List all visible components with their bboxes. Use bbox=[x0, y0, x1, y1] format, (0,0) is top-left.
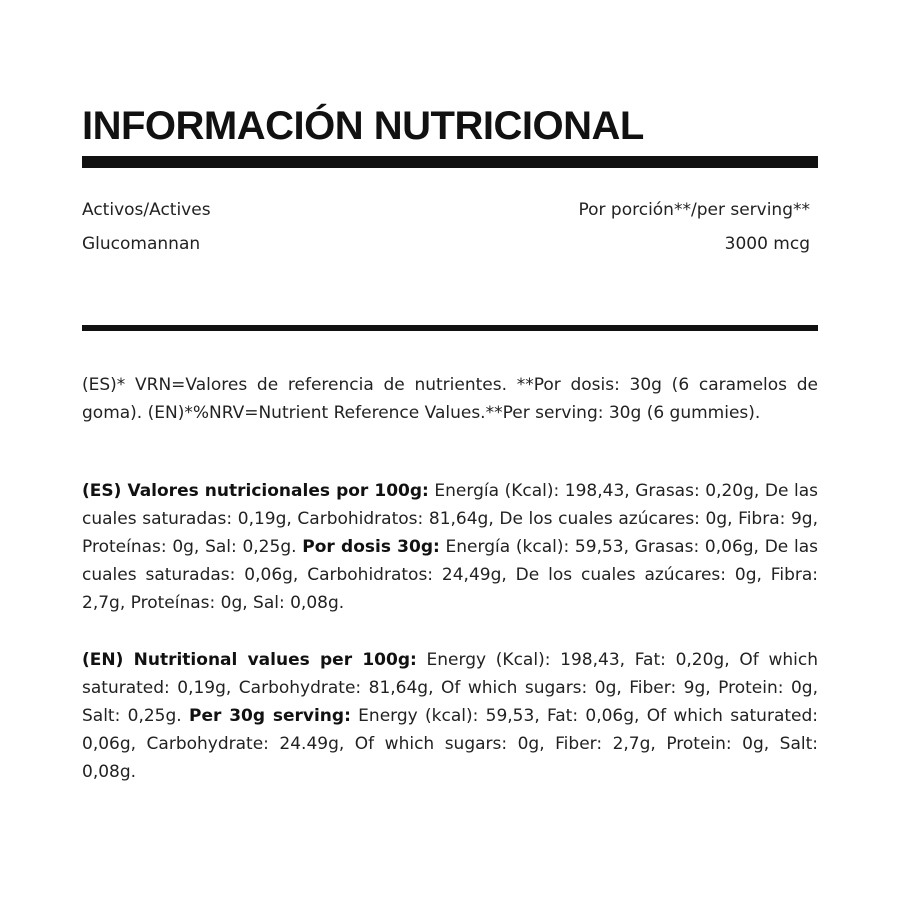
per-serving-header: Por porción**/per serving** bbox=[578, 200, 810, 220]
es-per-serving-values: Energía (kcal): 59,53, Grasas: 0,06g, De las cuales saturadas: 0,06g, Carbohidratos: 24,49g, De los cuales azúcares: 0g, Fibra: 2,7g, Proteínas: 0g, Sal: 0,08g. bbox=[82, 537, 818, 613]
table-divider bbox=[82, 325, 818, 331]
footnote-text: (ES)* VRN=Valores de referencia de nutrientes. **Por dosis: 30g (6 caramelos de goma). (EN)*%NRV=Nutrient Reference Values.**Per serving: 30g (6 gummies). bbox=[82, 375, 818, 423]
en-per-serving-values: Energy (kcal): 59,53, Fat: 0,06g, Of which saturated: 0,06g, Carbohydrate: 24.49g, Of which sugars: 0g, Fiber: 2,7g, Protein: 0g, Salt: 0,08g. bbox=[82, 706, 819, 782]
table-row bbox=[82, 234, 818, 254]
es-per-100g-values: Energía (Kcal): 198,43, Grasas: 0,20g, De las cuales saturadas: 0,19g, Carbohidratos: 81,64g, De los cuales azúcares: 0g, Fibra: 9g, Proteínas: 0g, Sal: 0,25g. bbox=[82, 481, 818, 557]
title-divider bbox=[82, 156, 818, 168]
es-per-serving-label: Por dosis 30g: bbox=[302, 537, 440, 557]
es-per-100g-label: (ES) Valores nutricionales por 100g: bbox=[82, 481, 429, 501]
actives-header: Activos/Actives bbox=[82, 200, 211, 220]
en-per-100g-values: Energy (Kcal): 198,43, Fat: 0,20g, Of which saturated: 0,19g, Carbohydrate: 81,64g, Of which sugars: 0g, Fiber: 9g, Protein: 0g, Salt: 0,25g. bbox=[82, 650, 819, 726]
page-title: INFORMACIÓN NUTRICIONAL bbox=[82, 104, 644, 148]
en-per-serving-label: Per 30g serving: bbox=[189, 706, 351, 726]
spanish-nutrition-paragraph bbox=[82, 477, 818, 617]
english-nutrition-paragraph bbox=[82, 646, 818, 786]
table-header-row bbox=[82, 200, 818, 220]
active-name: Glucomannan bbox=[82, 234, 201, 254]
active-amount: 3000 mcg bbox=[724, 234, 810, 254]
en-per-100g-label: (EN) Nutritional values per 100g: bbox=[82, 650, 417, 670]
